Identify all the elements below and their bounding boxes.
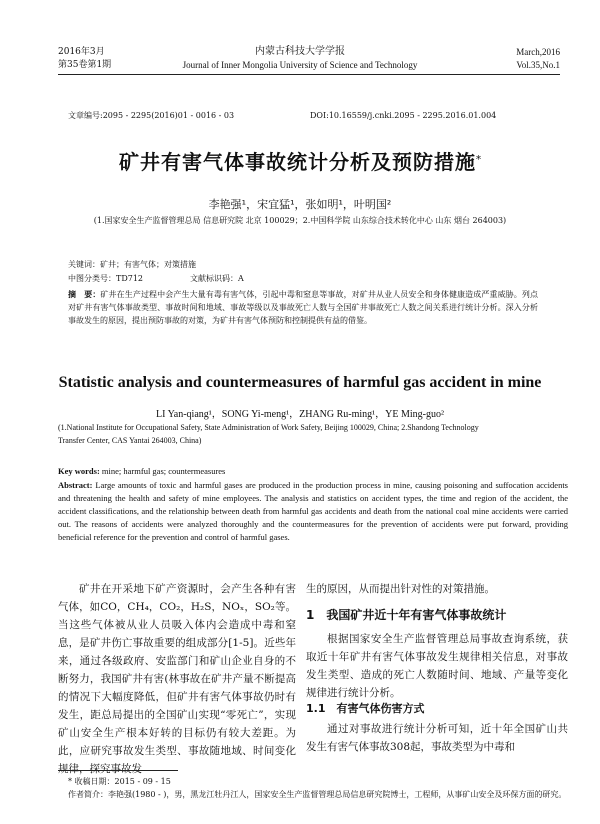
affiliation-cn: (1.国家安全生产监督管理总局 信息研究院 北京 100029；2.中国科学院 山东综合技术转化中心 山东 烟台 264003) bbox=[93, 216, 507, 225]
journal-title-cn: 内蒙古科技大学学报 bbox=[255, 46, 345, 57]
abstract-en-label: Abstract: bbox=[58, 480, 93, 490]
body-right-para1: 生的原因，从而提出针对性的对策措施。 bbox=[306, 583, 495, 595]
abstract-cn-text: 矿井在生产过程中会产生大量有毒有害气体，引起中毒和窒息等事故，对矿井从业人员安全和身体健康造成严重威胁。列点对矿井有害气体事故类型、事故时间和地域、事故等级以及事故死亡人数与全国矿井事故死亡人数之间关系进行统计分析。深入分析事故发生的原因，提出预防事故的对策，为矿井有害气体预防和控制提供有益的借鉴。 bbox=[68, 290, 538, 325]
body-right-para2: 根据国家安全生产监督管理总局事故查询系统，获取近十年矿井有害气体事故发生规律相关信息，对事故发生类型、造成的死亡人数随时间、地域、产量等变化规律进行统计分析。 bbox=[306, 633, 568, 699]
article-number: 文章编号:2095 - 2295(2016)01 - 0016 - 03 bbox=[68, 111, 235, 120]
header-date-en: March,2016 bbox=[516, 47, 560, 57]
document-code-cn: 文献标识码：A bbox=[190, 274, 244, 283]
body-left-column: 矿井在开采地下矿产资源时，会产生各种有害气体，如CO，CH₄，CO₂，H₂S，NOₓ，SO₂等。当这些气体被从业人员吸入体内会造成中毒和窒息，是矿井伤亡事故重要的组成部分[1-5]。近些年来，通过各级政府、安监部门和矿山企业自身的不断努力，我国矿井有害(林事故在矿井产量不断提高的情况下大幅度降低，但矿井有害气体事故仍时有发生，距总局提出的全国矿山实现“零死亡”，实现矿山安全生产根本好转的目标仍有较大差距。为此，应研究事故发生类型、事故随地域、时间变化规律，探究事故发 bbox=[58, 583, 296, 775]
keywords-en bbox=[58, 465, 225, 478]
title-cn: 矿井有害气体事故统计分析及预防措施 bbox=[119, 150, 476, 174]
section-1-1-title: 1.1 有害气体伤害方式 bbox=[306, 702, 425, 715]
affiliation-en-line2: Transfer Center, CAS Yantai 264003, China) bbox=[58, 436, 202, 445]
title-cn-block bbox=[0, 146, 600, 175]
keywords-cn: 关键词：矿井；有害气体；对策措施 bbox=[68, 260, 196, 269]
header-rule bbox=[58, 74, 560, 75]
affiliation-en-line1: (1.National Institute for Occupational Safety, State Administration of Work Safety, Beijing 100029, China; 2.Shandong Technology bbox=[58, 423, 479, 432]
abstract-en bbox=[58, 479, 568, 544]
title-cn-mark: * bbox=[476, 154, 481, 166]
keywords-en-label: Key words: bbox=[58, 466, 100, 476]
abstract-cn-label: 摘 要： bbox=[68, 289, 101, 299]
keywords-en-text: mine; harmful gas; countermeasures bbox=[101, 466, 226, 476]
footnote-rule bbox=[58, 770, 178, 771]
header-volume-cn: 第35卷第1期 bbox=[58, 60, 112, 70]
section-1-title: 1 我国矿井近十年有害气体事故统计 bbox=[306, 608, 507, 622]
footnote-author: 作者简介：李艳强(1980 - )，男，黑龙江牡丹江人，国家安全生产监督管理总局信息研究院博士，工程师，从事矿山安全及环保方面的研究。 bbox=[68, 790, 567, 799]
abstract-cn bbox=[68, 288, 538, 327]
title-en-block bbox=[0, 372, 600, 392]
authors-en: LI Yan-qiang¹，SONG Yi-meng¹，ZHANG Ru-ming¹，YE Ming-guo² bbox=[156, 409, 444, 420]
body-right-para3: 通过对事故进行统计分析可知，近十年全国矿山共发生有害气体事故308起，事故类型为中毒和 bbox=[306, 723, 568, 753]
footnote-received: * 收稿日期：2015 - 09 - 15 bbox=[68, 777, 171, 786]
header-volume-en: Vol.35,No.1 bbox=[516, 60, 560, 70]
classification-cn: 中图分类号：TD712 bbox=[68, 274, 144, 283]
authors-cn: 李艳强¹，宋宜猛¹，张如明¹，叶明国² bbox=[208, 198, 392, 211]
header-date-cn: 2016年3月 bbox=[58, 47, 105, 57]
abstract-en-text: Large amounts of toxic and harmful gases are produced in the production process in mine, causing poisoning and suffocation accidents and threatening the health and safety of mine employees. The analysis and statistics on accident types, the time and region of the accident, the accident classifications, and the relationship between death from harmful gas accidents and death from the national coal mine accidents were carried out. The reasons of accidents were analyzed thoroughly and the countermeasures for the prevention of accidents were put forward, providing beneficial reference for the prevention and control of harmful gases. bbox=[58, 480, 568, 542]
doi: DOI:10.16559/j.cnki.2095 - 2295.2016.01.004 bbox=[310, 111, 497, 120]
journal-title-en: Journal of Inner Mongolia University of Science and Technology bbox=[182, 60, 418, 70]
title-en: Statistic analysis and countermeasures of harmful gas accident in mine bbox=[58, 374, 542, 391]
